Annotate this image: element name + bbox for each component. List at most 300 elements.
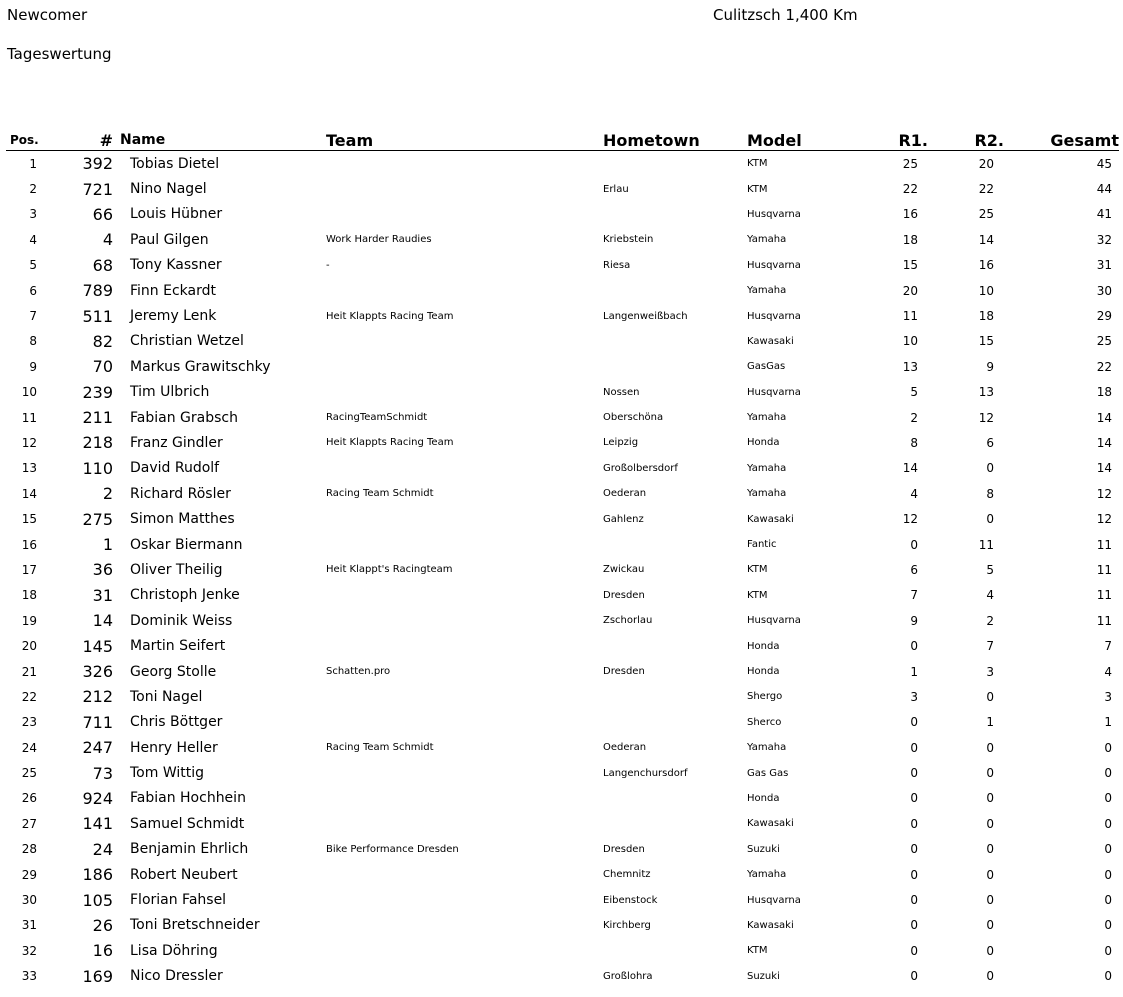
- hometown-cell: [603, 151, 747, 177]
- start-number-cell: 275: [82, 509, 113, 529]
- start-number-cell: 169: [82, 966, 113, 986]
- total-points-cell: 18: [1096, 385, 1112, 400]
- total-points-cell: 3: [1104, 689, 1112, 704]
- race2-points-cell: 0: [986, 943, 994, 958]
- results-subtitle: Tageswertung: [7, 45, 112, 63]
- hometown-cell: [603, 786, 747, 811]
- race2-points-cell: 7: [986, 639, 994, 654]
- start-number-cell: 141: [82, 814, 113, 834]
- race1-points-cell: 13: [902, 359, 918, 374]
- race1-points-cell: 22: [902, 182, 918, 197]
- rider-name-cell: Nino Nagel: [130, 181, 207, 198]
- position-cell: 27: [21, 816, 37, 831]
- hometown-cell: Chemnitz: [603, 869, 651, 881]
- model-cell: Honda: [747, 437, 780, 449]
- table-row: [6, 938, 1119, 963]
- start-number-cell: 82: [92, 331, 113, 351]
- team-cell: [326, 887, 603, 912]
- position-cell: 28: [21, 842, 37, 857]
- position-cell: 6: [29, 283, 37, 298]
- rider-name-cell: Florian Fahsel: [130, 892, 227, 909]
- race2-points-cell: 0: [986, 689, 994, 704]
- table-row: [6, 227, 1119, 252]
- hometown-cell: Eibenstock: [603, 894, 658, 906]
- model-cell: Fantic: [747, 539, 777, 551]
- race1-points-cell: 3: [910, 689, 918, 704]
- model-cell: Yamaha: [747, 869, 787, 881]
- race2-points-cell: 0: [986, 842, 994, 857]
- race2-points-cell: 0: [986, 791, 994, 806]
- position-cell: 15: [21, 512, 37, 527]
- rider-name-cell: Samuel Schmidt: [130, 815, 245, 832]
- team-cell: [326, 811, 603, 836]
- hometown-cell: Zwickau: [603, 564, 645, 576]
- position-cell: 22: [21, 689, 37, 704]
- race1-points-cell: 1: [910, 664, 918, 679]
- team-cell: Heit Klappts Racing Team: [326, 310, 454, 322]
- table-row: [6, 913, 1119, 938]
- team-cell: Racing Team Schmidt: [326, 742, 434, 754]
- rider-name-cell: Tim Ulbrich: [130, 384, 210, 401]
- start-number-cell: 392: [82, 154, 113, 174]
- table-row: [6, 278, 1119, 303]
- position-cell: 29: [21, 867, 37, 882]
- hometown-cell: Kirchberg: [603, 919, 651, 931]
- start-number-cell: 70: [92, 357, 113, 377]
- start-number-cell: 789: [82, 281, 113, 301]
- hometown-cell: Oederan: [603, 742, 647, 754]
- start-number-cell: 218: [82, 433, 113, 453]
- position-cell: 1: [29, 156, 37, 171]
- position-cell: 26: [21, 791, 37, 806]
- race2-points-cell: 0: [986, 816, 994, 831]
- total-points-cell: 11: [1096, 588, 1112, 603]
- rider-name-cell: Toni Nagel: [130, 688, 203, 705]
- race2-points-cell: 6: [986, 435, 994, 450]
- rider-name-cell: Nico Dressler: [130, 968, 223, 985]
- race2-points-cell: 4: [986, 588, 994, 603]
- table-row: [6, 456, 1119, 481]
- team-cell: Heit Klappt's Racingteam: [326, 564, 453, 576]
- hometown-cell: Oberschöna: [603, 412, 664, 424]
- start-number-cell: 186: [82, 865, 113, 885]
- total-points-cell: 41: [1096, 207, 1112, 222]
- model-cell: Husqvarna: [747, 310, 801, 322]
- table-row: [6, 710, 1119, 735]
- total-points-cell: 12: [1096, 512, 1112, 527]
- team-cell: [326, 760, 603, 785]
- hometown-cell: [603, 532, 747, 557]
- race2-points-cell: 0: [986, 969, 994, 984]
- team-cell: Work Harder Raudies: [326, 234, 432, 246]
- position-cell: 14: [21, 486, 37, 501]
- position-cell: 8: [29, 334, 37, 349]
- team-cell: [326, 506, 603, 531]
- table-row: [6, 253, 1119, 278]
- model-cell: KTM: [747, 564, 768, 576]
- hometown-cell: [603, 811, 747, 836]
- total-points-cell: 1: [1104, 715, 1112, 730]
- model-cell: Yamaha: [747, 488, 787, 500]
- table-row: [6, 329, 1119, 354]
- col-header-total: Gesamt: [1016, 130, 1119, 151]
- race1-points-cell: 16: [902, 207, 918, 222]
- race1-points-cell: 0: [910, 969, 918, 984]
- total-points-cell: 11: [1096, 562, 1112, 577]
- team-cell: [326, 176, 603, 201]
- position-cell: 19: [21, 613, 37, 628]
- col-header-team: Team: [326, 130, 603, 151]
- table-row: [6, 557, 1119, 582]
- rider-name-cell: Chris Böttger: [130, 714, 223, 731]
- table-row: [6, 354, 1119, 379]
- team-cell: [326, 202, 603, 227]
- table-row: [6, 887, 1119, 912]
- table-row: [6, 303, 1119, 328]
- total-points-cell: 30: [1096, 283, 1112, 298]
- table-row: [6, 659, 1119, 684]
- race2-points-cell: 25: [978, 207, 994, 222]
- race1-points-cell: 0: [910, 867, 918, 882]
- model-cell: Husqvarna: [747, 259, 801, 271]
- position-cell: 20: [21, 639, 37, 654]
- rider-name-cell: Tony Kassner: [130, 257, 222, 274]
- start-number-cell: 2: [102, 484, 113, 504]
- table-row: [6, 176, 1119, 201]
- rider-name-cell: Paul Gilgen: [130, 231, 209, 248]
- start-number-cell: 68: [92, 255, 113, 275]
- total-points-cell: 0: [1104, 842, 1112, 857]
- team-cell: [326, 608, 603, 633]
- race2-points-cell: 0: [986, 512, 994, 527]
- table-row: [6, 532, 1119, 557]
- team-cell: [326, 786, 603, 811]
- table-row: [6, 583, 1119, 608]
- rider-name-cell: Henry Heller: [130, 739, 218, 756]
- race1-points-cell: 6: [910, 562, 918, 577]
- race1-points-cell: 0: [910, 715, 918, 730]
- model-cell: KTM: [747, 589, 768, 601]
- total-points-cell: 11: [1096, 537, 1112, 552]
- position-cell: 18: [21, 588, 37, 603]
- hometown-cell: Dresden: [603, 589, 645, 601]
- rider-name-cell: Toni Bretschneider: [130, 917, 260, 934]
- position-cell: 9: [29, 359, 37, 374]
- start-number-cell: 26: [92, 915, 113, 935]
- start-number-cell: 247: [82, 738, 113, 758]
- total-points-cell: 0: [1104, 867, 1112, 882]
- race2-points-cell: 1: [986, 715, 994, 730]
- rider-name-cell: Lisa Döhring: [130, 942, 218, 959]
- hometown-cell: Langenchursdorf: [603, 767, 688, 779]
- race1-points-cell: 0: [910, 893, 918, 908]
- race1-points-cell: 0: [910, 766, 918, 781]
- race1-points-cell: 2: [910, 410, 918, 425]
- total-points-cell: 0: [1104, 943, 1112, 958]
- position-cell: 32: [21, 943, 37, 958]
- position-cell: 4: [29, 232, 37, 247]
- hometown-cell: Oederan: [603, 488, 647, 500]
- table-row: [6, 786, 1119, 811]
- hometown-cell: Dresden: [603, 843, 645, 855]
- model-cell: KTM: [747, 158, 768, 170]
- race2-points-cell: 5: [986, 562, 994, 577]
- total-points-cell: 44: [1096, 182, 1112, 197]
- race1-points-cell: 0: [910, 740, 918, 755]
- team-cell: [326, 151, 603, 177]
- position-cell: 3: [29, 207, 37, 222]
- total-points-cell: 14: [1096, 435, 1112, 450]
- start-number-cell: 4: [102, 230, 113, 250]
- model-cell: Kawasaki: [747, 919, 794, 931]
- table-row: [6, 760, 1119, 785]
- hometown-cell: [603, 710, 747, 735]
- team-cell: [326, 964, 603, 989]
- team-cell: RacingTeamSchmidt: [326, 412, 428, 424]
- table-row: [6, 430, 1119, 455]
- team-cell: [326, 329, 603, 354]
- total-points-cell: 0: [1104, 791, 1112, 806]
- hometown-cell: Großolbersdorf: [603, 462, 678, 474]
- race2-points-cell: 2: [986, 613, 994, 628]
- total-points-cell: 22: [1096, 359, 1112, 374]
- col-header-pos: Pos.: [6, 130, 48, 151]
- team-cell: Racing Team Schmidt: [326, 488, 434, 500]
- race1-points-cell: 5: [910, 385, 918, 400]
- total-points-cell: 14: [1096, 461, 1112, 476]
- race1-points-cell: 0: [910, 842, 918, 857]
- race2-points-cell: 14: [978, 232, 994, 247]
- race1-points-cell: 8: [910, 435, 918, 450]
- race2-points-cell: 8: [986, 486, 994, 501]
- model-cell: Kawasaki: [747, 513, 794, 525]
- hometown-cell: Gahlenz: [603, 513, 644, 525]
- team-cell: [326, 862, 603, 887]
- start-number-cell: 212: [82, 687, 113, 707]
- race1-points-cell: 0: [910, 918, 918, 933]
- race1-points-cell: 4: [910, 486, 918, 501]
- hometown-cell: Leipzig: [603, 437, 639, 449]
- hometown-cell: Kriebstein: [603, 234, 654, 246]
- table-row: [6, 811, 1119, 836]
- race1-points-cell: 18: [902, 232, 918, 247]
- race1-points-cell: 25: [902, 156, 918, 171]
- model-cell: KTM: [747, 945, 768, 957]
- rider-name-cell: Georg Stolle: [130, 663, 217, 680]
- hometown-cell: [603, 329, 747, 354]
- rider-name-cell: Dominik Weiss: [130, 612, 233, 629]
- rider-name-cell: Christoph Jenke: [130, 587, 240, 604]
- race2-points-cell: 20: [978, 156, 994, 171]
- position-cell: 24: [21, 740, 37, 755]
- results-table: [6, 130, 1119, 989]
- start-number-cell: 239: [82, 382, 113, 402]
- rider-name-cell: Franz Gindler: [130, 434, 223, 451]
- position-cell: 31: [21, 918, 37, 933]
- position-cell: 21: [21, 664, 37, 679]
- position-cell: 13: [21, 461, 37, 476]
- model-cell: Husqvarna: [747, 894, 801, 906]
- race1-points-cell: 9: [910, 613, 918, 628]
- hometown-cell: [603, 278, 747, 303]
- team-cell: [326, 913, 603, 938]
- model-cell: Yamaha: [747, 742, 787, 754]
- team-cell: Heit Klappts Racing Team: [326, 437, 454, 449]
- hometown-cell: Dresden: [603, 666, 645, 677]
- table-row: [6, 735, 1119, 760]
- position-cell: 33: [21, 969, 37, 984]
- start-number-cell: 16: [92, 941, 113, 961]
- hometown-cell: [603, 684, 747, 709]
- position-cell: 16: [21, 537, 37, 552]
- rider-name-cell: Fabian Grabsch: [130, 409, 238, 426]
- position-cell: 17: [21, 562, 37, 577]
- model-cell: Husqvarna: [747, 208, 801, 220]
- model-cell: Gas Gas: [747, 767, 789, 779]
- race1-points-cell: 0: [910, 639, 918, 654]
- team-cell: [326, 456, 603, 481]
- rider-name-cell: David Rudolf: [130, 460, 220, 477]
- hometown-cell: [603, 354, 747, 379]
- team-cell: [326, 532, 603, 557]
- race1-points-cell: 0: [910, 816, 918, 831]
- model-cell: Husqvarna: [747, 615, 801, 627]
- race1-points-cell: 10: [902, 334, 918, 349]
- start-number-cell: 711: [82, 712, 113, 732]
- model-cell: Suzuki: [747, 970, 780, 982]
- race2-points-cell: 15: [978, 334, 994, 349]
- total-points-cell: 45: [1096, 156, 1112, 171]
- total-points-cell: 7: [1104, 639, 1112, 654]
- start-number-cell: 326: [82, 662, 113, 681]
- rider-name-cell: Richard Rösler: [130, 485, 231, 502]
- team-cell: [326, 710, 603, 735]
- position-cell: 12: [21, 435, 37, 450]
- race1-points-cell: 20: [902, 283, 918, 298]
- col-header-hometown: Hometown: [603, 130, 747, 151]
- rider-name-cell: Louis Hübner: [130, 206, 223, 223]
- table-header-row: [6, 130, 1119, 151]
- rider-name-cell: Markus Grawitschky: [130, 358, 271, 375]
- race2-points-cell: 0: [986, 766, 994, 781]
- position-cell: 30: [21, 893, 37, 908]
- race2-points-cell: 0: [986, 893, 994, 908]
- race1-points-cell: 0: [910, 943, 918, 958]
- race2-points-cell: 22: [978, 182, 994, 197]
- rider-name-cell: Oliver Theilig: [130, 561, 223, 578]
- table-row: [6, 608, 1119, 633]
- start-number-cell: 924: [82, 788, 113, 808]
- model-cell: Kawasaki: [747, 818, 794, 830]
- position-cell: 10: [21, 385, 37, 400]
- position-cell: 7: [29, 309, 37, 324]
- model-cell: Kawasaki: [747, 335, 794, 347]
- start-number-cell: 211: [82, 408, 113, 428]
- table-row: [6, 964, 1119, 989]
- start-number-cell: 1: [102, 535, 113, 555]
- total-points-cell: 0: [1104, 740, 1112, 755]
- table-row: [6, 837, 1119, 862]
- table-row: [6, 405, 1119, 430]
- col-header-model: Model: [747, 130, 853, 151]
- total-points-cell: 0: [1104, 918, 1112, 933]
- start-number-cell: 511: [82, 306, 113, 326]
- start-number-cell: 66: [92, 204, 113, 224]
- race2-points-cell: 11: [978, 537, 994, 552]
- start-number-cell: 14: [92, 611, 113, 631]
- table-row: [6, 380, 1119, 405]
- total-points-cell: 32: [1096, 232, 1112, 247]
- race2-points-cell: 9: [986, 359, 994, 374]
- hometown-cell: [603, 938, 747, 963]
- rider-name-cell: Oskar Biermann: [130, 536, 243, 553]
- team-cell: [326, 354, 603, 379]
- race1-points-cell: 14: [902, 461, 918, 476]
- model-cell: Yamaha: [747, 412, 787, 424]
- rider-name-cell: Fabian Hochhein: [130, 790, 246, 807]
- race2-points-cell: 0: [986, 740, 994, 755]
- model-cell: Yamaha: [747, 462, 787, 474]
- race1-points-cell: 12: [902, 512, 918, 527]
- total-points-cell: 0: [1104, 816, 1112, 831]
- team-cell: -: [326, 259, 330, 271]
- col-header-name: Name: [118, 130, 326, 151]
- race2-points-cell: 10: [978, 283, 994, 298]
- hometown-cell: Langenweißbach: [603, 310, 688, 322]
- total-points-cell: 29: [1096, 309, 1112, 324]
- table-row: [6, 506, 1119, 531]
- position-cell: 11: [21, 410, 37, 425]
- table-row: [6, 684, 1119, 709]
- model-cell: KTM: [747, 183, 768, 195]
- total-points-cell: 11: [1096, 613, 1112, 628]
- rider-name-cell: Benjamin Ehrlich: [130, 841, 249, 858]
- table-row: [6, 633, 1119, 658]
- table-row: [6, 862, 1119, 887]
- model-cell: Suzuki: [747, 843, 780, 855]
- race1-points-cell: 0: [910, 791, 918, 806]
- race1-points-cell: 15: [902, 258, 918, 273]
- rider-name-cell: Tobias Dietel: [130, 155, 220, 172]
- col-header-r1: R1.: [853, 130, 945, 151]
- position-cell: 25: [21, 766, 37, 781]
- rider-name-cell: Christian Wetzel: [130, 333, 244, 350]
- position-cell: 23: [21, 715, 37, 730]
- rider-name-cell: Simon Matthes: [130, 511, 235, 528]
- hometown-cell: [603, 633, 747, 658]
- hometown-cell: [603, 202, 747, 227]
- total-points-cell: 14: [1096, 410, 1112, 425]
- venue-label: Culitzsch 1,400 Km: [713, 6, 858, 24]
- model-cell: Honda: [747, 640, 780, 652]
- start-number-cell: 110: [82, 458, 113, 478]
- race2-points-cell: 0: [986, 918, 994, 933]
- model-cell: Sherco: [747, 716, 782, 728]
- hometown-cell: Nossen: [603, 386, 640, 398]
- hometown-cell: Erlau: [603, 183, 629, 195]
- team-cell: [326, 278, 603, 303]
- race2-points-cell: 12: [978, 410, 994, 425]
- total-points-cell: 0: [1104, 893, 1112, 908]
- table-row: [6, 202, 1119, 227]
- class-title: Newcomer: [7, 6, 88, 24]
- rider-name-cell: Tom Wittig: [130, 765, 205, 782]
- start-number-cell: 73: [92, 763, 113, 783]
- hometown-cell: Riesa: [603, 259, 631, 271]
- team-cell: [326, 938, 603, 963]
- race1-points-cell: 0: [910, 537, 918, 552]
- total-points-cell: 0: [1104, 969, 1112, 984]
